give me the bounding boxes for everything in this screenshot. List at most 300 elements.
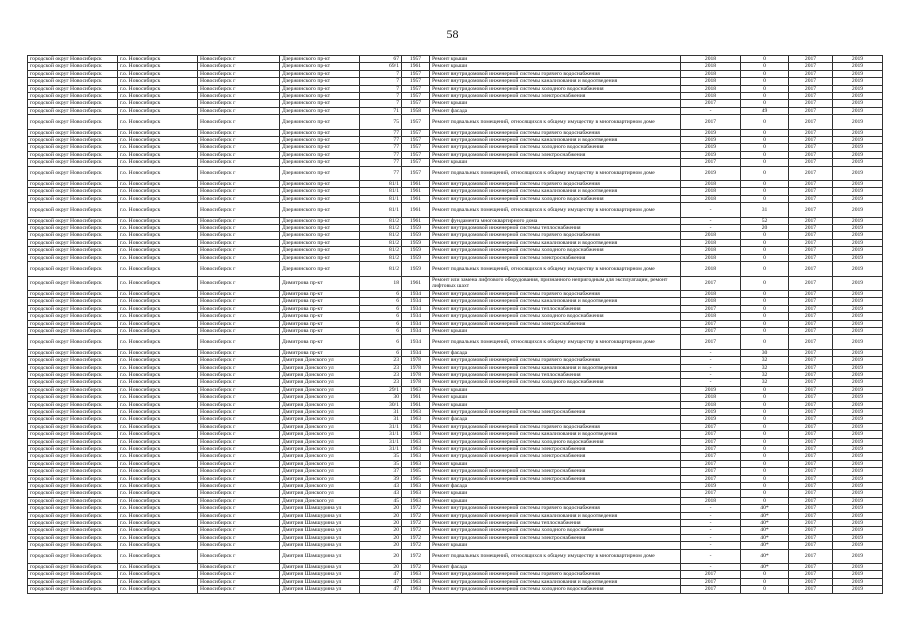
table-row [28, 56, 883, 63]
cell-district: г.о. Новосибирск [118, 85, 198, 92]
cell-municipality: городской округ Новосибирск [28, 107, 118, 114]
cell-build-year: 1972 [402, 549, 430, 563]
cell-locality: Новосибирск г [198, 188, 280, 195]
cell-work-type: Ремонт внутридомовой инженерной системы канализования и водоотведения [430, 137, 681, 144]
cell-amount: 32 [741, 364, 789, 371]
cell-work-type: Ремонт внутридомовой инженерной системы канализования и водоотведения [430, 78, 681, 85]
cell-municipality: городской округ Новосибирск [28, 416, 118, 423]
cell-period-start: 2017 [789, 262, 833, 276]
cell-period-end: 2019 [833, 379, 883, 386]
cell-house-number: 43 [360, 490, 402, 497]
cell-locality: Новосибирск г [198, 460, 280, 467]
cell-period-end: 2019 [833, 483, 883, 490]
cell-period-start: 2017 [789, 335, 833, 349]
cell-build-year: 1961 [402, 394, 430, 401]
table-row [28, 431, 883, 438]
cell-house-number: 20 [360, 542, 402, 549]
cell-period-end: 2019 [833, 320, 883, 327]
cell-locality: Новосибирск г [198, 290, 280, 297]
cell-amount: 40* [741, 520, 789, 527]
cell-street: Димитрова пр-кт [280, 349, 360, 356]
cell-work-type: Ремонт внутридомовой инженерной системы горячего водоснабжения [430, 129, 681, 136]
cell-build-year: 1972 [402, 542, 430, 549]
cell-planned-year: - [681, 379, 741, 386]
cell-period-start: 2017 [789, 159, 833, 166]
cell-build-year: 1957 [402, 78, 430, 85]
cell-house-number: 20 [360, 534, 402, 541]
cell-period-start: 2017 [789, 453, 833, 460]
cell-municipality: городской округ Новосибирск [28, 408, 118, 415]
cell-locality: Новосибирск г [198, 129, 280, 136]
cell-amount: 0 [741, 571, 789, 578]
cell-house-number: 7 [360, 70, 402, 77]
cell-district: г.о. Новосибирск [118, 115, 198, 129]
cell-period-start: 2017 [789, 371, 833, 378]
cell-amount: 0 [741, 401, 789, 408]
cell-work-type: Ремонт внутридомовой инженерной системы электроснабжения [430, 475, 681, 482]
cell-street: Дзержинского пр-кт [280, 56, 360, 63]
cell-period-start: 2017 [789, 129, 833, 136]
cell-period-start: 2017 [789, 181, 833, 188]
cell-amount: 0 [741, 56, 789, 63]
cell-period-start: 2017 [789, 364, 833, 371]
table-row [28, 386, 883, 393]
cell-district: г.о. Новосибирск [118, 320, 198, 327]
table-row [28, 483, 883, 490]
cell-work-type: Ремонт подвальных помещений, относящихся к общему имуществу в многоквартирном доме [430, 335, 681, 349]
table-row [28, 542, 883, 549]
cell-house-number: 20 [360, 520, 402, 527]
cell-locality: Новосибирск г [198, 335, 280, 349]
cell-work-type: Ремонт внутридомовой инженерной системы горячего водоснабжения [430, 423, 681, 430]
cell-amount: 0 [741, 483, 789, 490]
cell-house-number: 18 [360, 276, 402, 290]
cell-district: г.о. Новосибирск [118, 527, 198, 534]
cell-period-start: 2017 [789, 63, 833, 70]
cell-build-year: 1961 [402, 188, 430, 195]
cell-municipality: городской округ Новосибирск [28, 460, 118, 467]
cell-period-end: 2019 [833, 298, 883, 305]
cell-planned-year: 2017 [681, 276, 741, 290]
cell-work-type: Ремонт фасада [430, 483, 681, 490]
cell-amount: 0 [741, 305, 789, 312]
cell-municipality: городской округ Новосибирск [28, 203, 118, 217]
cell-amount: 0 [741, 144, 789, 151]
cell-locality: Новосибирск г [198, 181, 280, 188]
cell-work-type: Ремонт внутридомовой инженерной системы холодного водоснабжения [430, 195, 681, 202]
cell-amount: 0 [741, 468, 789, 475]
cell-amount: 0 [741, 586, 789, 593]
cell-period-end: 2019 [833, 416, 883, 423]
cell-period-end: 2019 [833, 137, 883, 144]
cell-house-number: 77 [360, 137, 402, 144]
cell-period-start: 2017 [789, 151, 833, 158]
cell-period-end: 2019 [833, 276, 883, 290]
cell-district: г.о. Новосибирск [118, 453, 198, 460]
cell-locality: Новосибирск г [198, 497, 280, 504]
cell-district: г.о. Новосибирск [118, 431, 198, 438]
cell-municipality: городской округ Новосибирск [28, 217, 118, 224]
cell-district: г.о. Новосибирск [118, 416, 198, 423]
cell-period-end: 2019 [833, 408, 883, 415]
cell-planned-year: 2018 [681, 254, 741, 261]
cell-period-end: 2019 [833, 394, 883, 401]
cell-municipality: городской округ Новосибирск [28, 349, 118, 356]
cell-street: Дзержинского пр-кт [280, 144, 360, 151]
cell-amount: 0 [741, 239, 789, 246]
cell-period-end: 2019 [833, 313, 883, 320]
cell-amount: 0 [741, 166, 789, 180]
cell-house-number: 77 [360, 159, 402, 166]
cell-municipality: городской округ Новосибирск [28, 527, 118, 534]
cell-municipality: городской округ Новосибирск [28, 586, 118, 593]
cell-period-end: 2019 [833, 371, 883, 378]
cell-amount: 0 [741, 100, 789, 107]
cell-locality: Новосибирск г [198, 232, 280, 239]
cell-period-start: 2017 [789, 423, 833, 430]
cell-street: Дзержинского пр-кт [280, 93, 360, 100]
cell-locality: Новосибирск г [198, 100, 280, 107]
cell-municipality: городской округ Новосибирск [28, 394, 118, 401]
cell-planned-year: 2018 [681, 63, 741, 70]
cell-planned-year: 2017 [681, 423, 741, 430]
cell-district: г.о. Новосибирск [118, 305, 198, 312]
table-row [28, 100, 883, 107]
cell-municipality: городской округ Новосибирск [28, 357, 118, 364]
cell-municipality: городской округ Новосибирск [28, 431, 118, 438]
cell-street: Дзержинского пр-кт [280, 166, 360, 180]
cell-period-end: 2019 [833, 534, 883, 541]
cell-locality: Новосибирск г [198, 137, 280, 144]
cell-period-end: 2019 [833, 549, 883, 563]
cell-municipality: городской округ Новосибирск [28, 247, 118, 254]
cell-house-number: 6 [360, 313, 402, 320]
cell-locality: Новосибирск г [198, 527, 280, 534]
cell-district: г.о. Новосибирск [118, 144, 198, 151]
cell-municipality: городской округ Новосибирск [28, 401, 118, 408]
cell-municipality: городской округ Новосибирск [28, 505, 118, 512]
cell-work-type: Ремонт крыши [430, 497, 681, 504]
table-row [28, 63, 883, 70]
cell-period-start: 2017 [789, 107, 833, 114]
cell-district: г.о. Новосибирск [118, 520, 198, 527]
cell-street: Дзержинского пр-кт [280, 188, 360, 195]
cell-work-type: Ремонт внутридомовой инженерной системы канализования и водоотведения [430, 512, 681, 519]
cell-planned-year: 2017 [681, 159, 741, 166]
cell-planned-year: 2017 [681, 475, 741, 482]
table-row [28, 232, 883, 239]
cell-build-year: 1959 [402, 239, 430, 246]
cell-work-type: Ремонт внутридомовой инженерной системы электроснабжения [430, 320, 681, 327]
cell-planned-year: - [681, 364, 741, 371]
cell-street: Дмитрия Донского ул [280, 357, 360, 364]
cell-amount: 0 [741, 335, 789, 349]
cell-district: г.о. Новосибирск [118, 460, 198, 467]
cell-district: г.о. Новосибирск [118, 394, 198, 401]
cell-locality: Новосибирск г [198, 78, 280, 85]
cell-amount: 0 [741, 188, 789, 195]
cell-street: Дзержинского пр-кт [280, 195, 360, 202]
cell-street: Дмитрия Донского ул [280, 475, 360, 482]
cell-street: Дзержинского пр-кт [280, 217, 360, 224]
cell-period-start: 2017 [789, 527, 833, 534]
cell-amount: 0 [741, 408, 789, 415]
cell-amount: 0 [741, 386, 789, 393]
cell-build-year: 1963 [402, 386, 430, 393]
cell-locality: Новосибирск г [198, 327, 280, 334]
cell-municipality: городской округ Новосибирск [28, 313, 118, 320]
cell-work-type: Ремонт внутридомовой инженерной системы холодного водоснабжения [430, 379, 681, 386]
cell-planned-year: 2017 [681, 438, 741, 445]
cell-amount: 52 [741, 217, 789, 224]
cell-period-start: 2017 [789, 349, 833, 356]
cell-locality: Новосибирск г [198, 357, 280, 364]
table-row [28, 247, 883, 254]
cell-period-start: 2017 [789, 239, 833, 246]
cell-street: Дмитрия Шамшурина ул [280, 520, 360, 527]
cell-planned-year: 2017 [681, 586, 741, 593]
table-row [28, 394, 883, 401]
table-row [28, 534, 883, 541]
cell-locality: Новосибирск г [198, 512, 280, 519]
cell-period-end: 2019 [833, 290, 883, 297]
cell-period-start: 2017 [789, 137, 833, 144]
cell-amount: 0 [741, 327, 789, 334]
cell-planned-year: 2019 [681, 416, 741, 423]
cell-municipality: городской округ Новосибирск [28, 446, 118, 453]
cell-work-type: Ремонт подвальных помещений, относящихся к общему имуществу в многоквартирном доме [430, 203, 681, 217]
cell-work-type: Ремонт внутридомовой инженерной системы канализования и водоотведения [430, 188, 681, 195]
cell-build-year: 1957 [402, 137, 430, 144]
cell-build-year: 1963 [402, 460, 430, 467]
cell-build-year: 1958 [402, 107, 430, 114]
cell-district: г.о. Новосибирск [118, 423, 198, 430]
cell-district: г.о. Новосибирск [118, 349, 198, 356]
cell-period-start: 2017 [789, 276, 833, 290]
cell-amount: 0 [741, 438, 789, 445]
cell-district: г.о. Новосибирск [118, 512, 198, 519]
cell-work-type: Ремонт крыши [430, 490, 681, 497]
cell-planned-year: 2018 [681, 56, 741, 63]
cell-municipality: городской округ Новосибирск [28, 100, 118, 107]
cell-build-year: 1963 [402, 416, 430, 423]
cell-house-number: 81/2 [360, 247, 402, 254]
cell-period-end: 2019 [833, 195, 883, 202]
table-row [28, 549, 883, 563]
cell-period-end: 2019 [833, 446, 883, 453]
cell-period-end: 2019 [833, 423, 883, 430]
cell-planned-year: 2017 [681, 115, 741, 129]
cell-work-type: Ремонт внутридомовой инженерной системы теплоснабжения [430, 371, 681, 378]
cell-municipality: городской округ Новосибирск [28, 85, 118, 92]
table-row [28, 438, 883, 445]
cell-street: Дзержинского пр-кт [280, 239, 360, 246]
cell-house-number: 43 [360, 483, 402, 490]
cell-house-number: 81/1 [360, 188, 402, 195]
cell-district: г.о. Новосибирск [118, 542, 198, 549]
cell-locality: Новосибирск г [198, 520, 280, 527]
cell-work-type: Ремонт внутридомовой инженерной системы холодного водоснабжения [430, 586, 681, 593]
cell-work-type: Ремонт крыши [430, 460, 681, 467]
cell-amount: 0 [741, 475, 789, 482]
cell-build-year: 1961 [402, 195, 430, 202]
cell-municipality: городской округ Новосибирск [28, 327, 118, 334]
cell-street: Дмитрия Шамшурина ул [280, 512, 360, 519]
cell-work-type: Ремонт внутридомовой инженерной системы электроснабжения [430, 254, 681, 261]
cell-period-end: 2019 [833, 129, 883, 136]
cell-period-start: 2017 [789, 431, 833, 438]
cell-period-start: 2017 [789, 70, 833, 77]
cell-house-number: 37 [360, 468, 402, 475]
cell-amount: 32 [741, 357, 789, 364]
cell-amount: 0 [741, 320, 789, 327]
cell-amount: 40* [741, 534, 789, 541]
cell-district: г.о. Новосибирск [118, 438, 198, 445]
cell-work-type: Ремонт фасада [430, 107, 681, 114]
cell-build-year: 1957 [402, 115, 430, 129]
cell-house-number: 31/1 [360, 446, 402, 453]
cell-house-number: 20 [360, 549, 402, 563]
cell-build-year: 1972 [402, 527, 430, 534]
cell-district: г.о. Новосибирск [118, 137, 198, 144]
cell-build-year: 1972 [402, 520, 430, 527]
cell-period-start: 2017 [789, 217, 833, 224]
cell-build-year: 1957 [402, 144, 430, 151]
cell-street: Дзержинского пр-кт [280, 254, 360, 261]
table-row [28, 70, 883, 77]
cell-district: г.о. Новосибирск [118, 313, 198, 320]
cell-period-start: 2017 [789, 468, 833, 475]
table-row [28, 78, 883, 85]
cell-work-type: Ремонт внутридомовой инженерной системы горячего водоснабжения [430, 357, 681, 364]
cell-street: Дзержинского пр-кт [280, 107, 360, 114]
cell-period-start: 2017 [789, 78, 833, 85]
cell-planned-year: - [681, 542, 741, 549]
cell-planned-year: 2018 [681, 401, 741, 408]
cell-period-start: 2017 [789, 520, 833, 527]
cell-district: г.о. Новосибирск [118, 107, 198, 114]
cell-district: г.о. Новосибирск [118, 534, 198, 541]
cell-locality: Новосибирск г [198, 70, 280, 77]
cell-locality: Новосибирск г [198, 549, 280, 563]
cell-period-end: 2019 [833, 357, 883, 364]
cell-planned-year: 2018 [681, 85, 741, 92]
cell-municipality: городской округ Новосибирск [28, 335, 118, 349]
cell-work-type: Ремонт внутридомовой инженерной системы горячего водоснабжения [430, 505, 681, 512]
cell-period-start: 2017 [789, 416, 833, 423]
cell-build-year: 1978 [402, 379, 430, 386]
cell-house-number: 47 [360, 586, 402, 593]
cell-district: г.о. Новосибирск [118, 159, 198, 166]
cell-period-start: 2017 [789, 586, 833, 593]
cell-district: г.о. Новосибирск [118, 490, 198, 497]
cell-amount: 0 [741, 151, 789, 158]
cell-period-end: 2019 [833, 542, 883, 549]
cell-period-start: 2017 [789, 460, 833, 467]
cell-locality: Новосибирск г [198, 586, 280, 593]
cell-build-year: 1961 [402, 181, 430, 188]
cell-municipality: городской округ Новосибирск [28, 364, 118, 371]
cell-district: г.о. Новосибирск [118, 335, 198, 349]
cell-locality: Новосибирск г [198, 431, 280, 438]
cell-locality: Новосибирск г [198, 349, 280, 356]
cell-district: г.о. Новосибирск [118, 586, 198, 593]
cell-house-number: 7 [360, 100, 402, 107]
cell-municipality: городской округ Новосибирск [28, 137, 118, 144]
cell-locality: Новосибирск г [198, 542, 280, 549]
cell-build-year: 1963 [402, 423, 430, 430]
cell-work-type: Ремонт внутридомовой инженерной системы горячего водоснабжения [430, 232, 681, 239]
cell-street: Димитрова пр-кт [280, 298, 360, 305]
cell-period-end: 2019 [833, 107, 883, 114]
cell-work-type: Ремонт подвальных помещений, относящихся к общему имуществу в многоквартирном доме [430, 166, 681, 180]
table-row [28, 401, 883, 408]
cell-street: Дмитрия Шамшурина ул [280, 578, 360, 585]
cell-amount: 0 [741, 159, 789, 166]
cell-build-year: 1934 [402, 320, 430, 327]
table-row [28, 564, 883, 571]
cell-period-start: 2017 [789, 379, 833, 386]
cell-amount: 0 [741, 298, 789, 305]
cell-municipality: городской округ Новосибирск [28, 512, 118, 519]
cell-planned-year: 2019 [681, 144, 741, 151]
cell-build-year: 1959 [402, 254, 430, 261]
cell-street: Дзержинского пр-кт [280, 181, 360, 188]
cell-period-start: 2017 [789, 313, 833, 320]
cell-street: Дмитрия Донского ул [280, 490, 360, 497]
cell-district: г.о. Новосибирск [118, 166, 198, 180]
cell-locality: Новосибирск г [198, 416, 280, 423]
cell-period-end: 2019 [833, 386, 883, 393]
cell-planned-year: 2018 [681, 232, 741, 239]
cell-planned-year: 2019 [681, 483, 741, 490]
cell-build-year: 1963 [402, 431, 430, 438]
cell-work-type: Ремонт внутридомовой инженерной системы канализования и водоотведения [430, 364, 681, 371]
cell-locality: Новосибирск г [198, 239, 280, 246]
cell-work-type: Ремонт крыши [430, 401, 681, 408]
cell-planned-year: 2017 [681, 431, 741, 438]
cell-amount: 0 [741, 78, 789, 85]
cell-work-type: Ремонт подвальных помещений, относящихся к общему имуществу в многоквартирном доме [430, 115, 681, 129]
cell-street: Дзержинского пр-кт [280, 78, 360, 85]
cell-house-number: 29/1 [360, 386, 402, 393]
cell-period-end: 2019 [833, 431, 883, 438]
cell-planned-year: 2019 [681, 408, 741, 415]
cell-municipality: городской округ Новосибирск [28, 225, 118, 232]
table-row [28, 151, 883, 158]
cell-work-type: Ремонт подвальных помещений, относящихся к общему имуществу в многоквартирном доме [430, 262, 681, 276]
table-row [28, 254, 883, 261]
cell-district: г.о. Новосибирск [118, 232, 198, 239]
table-row [28, 335, 883, 349]
cell-period-start: 2017 [789, 497, 833, 504]
cell-planned-year: 2018 [681, 239, 741, 246]
cell-municipality: городской округ Новосибирск [28, 453, 118, 460]
cell-district: г.о. Новосибирск [118, 129, 198, 136]
cell-planned-year: 2017 [681, 460, 741, 467]
cell-house-number: 30/1 [360, 401, 402, 408]
cell-municipality: городской округ Новосибирск [28, 166, 118, 180]
cell-amount: 0 [741, 416, 789, 423]
cell-planned-year: 2018 [681, 93, 741, 100]
cell-locality: Новосибирск г [198, 115, 280, 129]
table-row [28, 527, 883, 534]
cell-house-number: 31/1 [360, 438, 402, 445]
table-row [28, 313, 883, 320]
cell-municipality: городской округ Новосибирск [28, 151, 118, 158]
cell-locality: Новосибирск г [198, 225, 280, 232]
cell-period-end: 2019 [833, 460, 883, 467]
